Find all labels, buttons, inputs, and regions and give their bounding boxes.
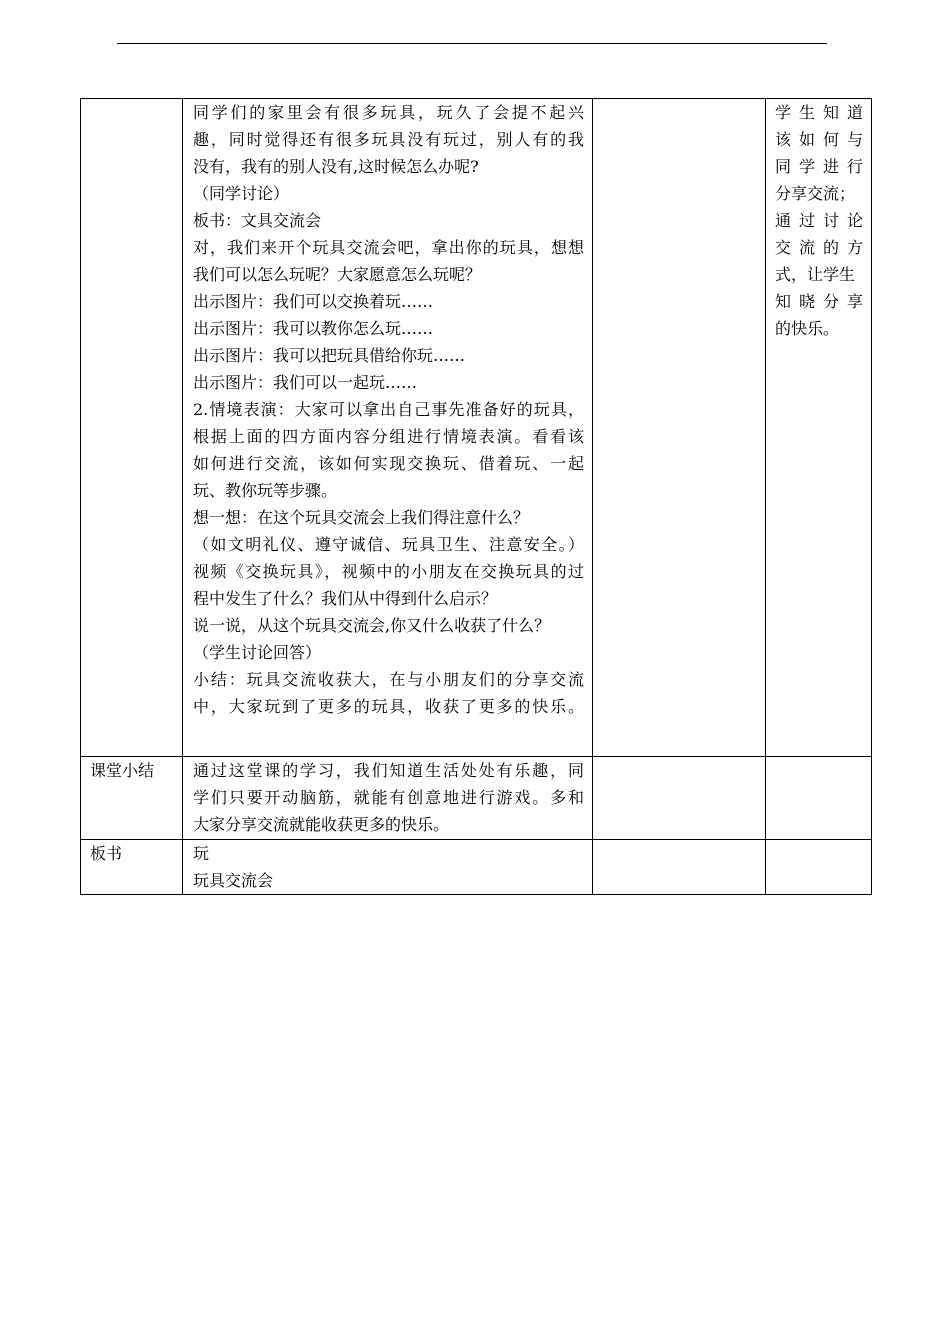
activity-row: [81, 99, 872, 757]
content-line: 视频《交换玩具》，视频中的小朋友在交换玩具的过: [193, 562, 584, 581]
content-line: 同学们的家里会有很多玩具，玩久了会提不起兴: [193, 103, 584, 122]
note-line: 该如何与: [775, 130, 863, 149]
content-line: （同学讨论）: [193, 184, 290, 203]
board-label: 板书: [81, 840, 183, 895]
lesson-plan-table: [80, 98, 872, 895]
activity-blank-cell: [593, 99, 766, 757]
content-line: 没有，我有的别人没有,这时候怎么办呢?: [193, 157, 479, 176]
content-line: 我们可以怎么玩呢？大家愿意怎么玩呢？: [193, 265, 482, 284]
summary-label: 课堂小结: [81, 757, 183, 840]
board-content-cell: [183, 840, 593, 895]
summary-content-cell: [183, 757, 593, 840]
content-line: 出示图片：我可以把玩具借给你玩……: [193, 346, 466, 365]
board-row: [81, 840, 872, 895]
design-intent-cell: [766, 99, 872, 757]
note-line: 通过讨论: [775, 211, 863, 230]
note-line: 同学进行: [775, 157, 863, 176]
content-line: 想一想：在这个玩具交流会上我们得注意什么？: [193, 508, 530, 527]
content-line: 中，大家玩到了更多的玩具，收获了更多的快乐。: [193, 697, 584, 716]
content-line: 根据上面的四方面内容分组进行情境表演。看看该: [193, 427, 584, 446]
content-line: 趣，同时觉得还有很多玩具没有玩过，别人有的我: [193, 130, 584, 149]
content-line: 2.情境表演：大家可以拿出自己事先准备好的玩具，: [193, 400, 584, 419]
summary-line: 学们只要开动脑筋，就能有创意地进行游戏。多和: [193, 788, 584, 807]
note-line: 的快乐。: [775, 319, 840, 338]
board-note-cell: [766, 840, 872, 895]
header-rule: [117, 43, 827, 44]
content-line: （如文明礼仪、遵守诚信、玩具卫生、注意安全。）: [193, 535, 584, 554]
content-line: 出示图片：我们可以一起玩……: [193, 373, 418, 392]
summary-line: 大家分享交流就能收获更多的快乐。: [193, 815, 450, 834]
summary-row: [81, 757, 872, 840]
activity-content-cell: [183, 99, 593, 757]
content-line: 出示图片：我可以教你怎么玩……: [193, 319, 434, 338]
note-line: 知晓分享: [775, 292, 863, 311]
content-line: 出示图片：我们可以交换着玩……: [193, 292, 434, 311]
summary-blank-cell: [593, 757, 766, 840]
content-line: 如何进行交流，该如何实现交换玩、借着玩、一起: [193, 454, 584, 473]
content-line: 板书：文具交流会: [193, 211, 322, 230]
content-line: 程中发生了什么？我们从中得到什么启示？: [193, 589, 498, 608]
board-blank-cell: [593, 840, 766, 895]
note-line: 交流的方: [775, 238, 863, 257]
note-line: 学生知道: [775, 103, 863, 122]
summary-line: 通过这堂课的学习，我们知道生活处处有乐趣，同: [193, 761, 584, 780]
summary-note-cell: [766, 757, 872, 840]
content-line: 说一说，从这个玩具交流会,你又什么收获了什么？: [193, 616, 551, 635]
board-line: 玩: [193, 844, 210, 863]
content-line: （学生讨论回答）: [193, 643, 322, 662]
content-line: 对，我们来开个玩具交流会吧，拿出你的玩具，想想: [193, 238, 584, 257]
note-line: 分享交流；: [775, 184, 856, 203]
content-line: 小结：玩具交流收获大，在与小朋友们的分享交流: [193, 670, 584, 689]
content-line: 玩、教你玩等步骤。: [193, 481, 338, 500]
activity-label-cell: [81, 99, 183, 757]
note-line: 式，让学生: [775, 265, 856, 284]
board-line: 玩具交流会: [193, 871, 274, 890]
